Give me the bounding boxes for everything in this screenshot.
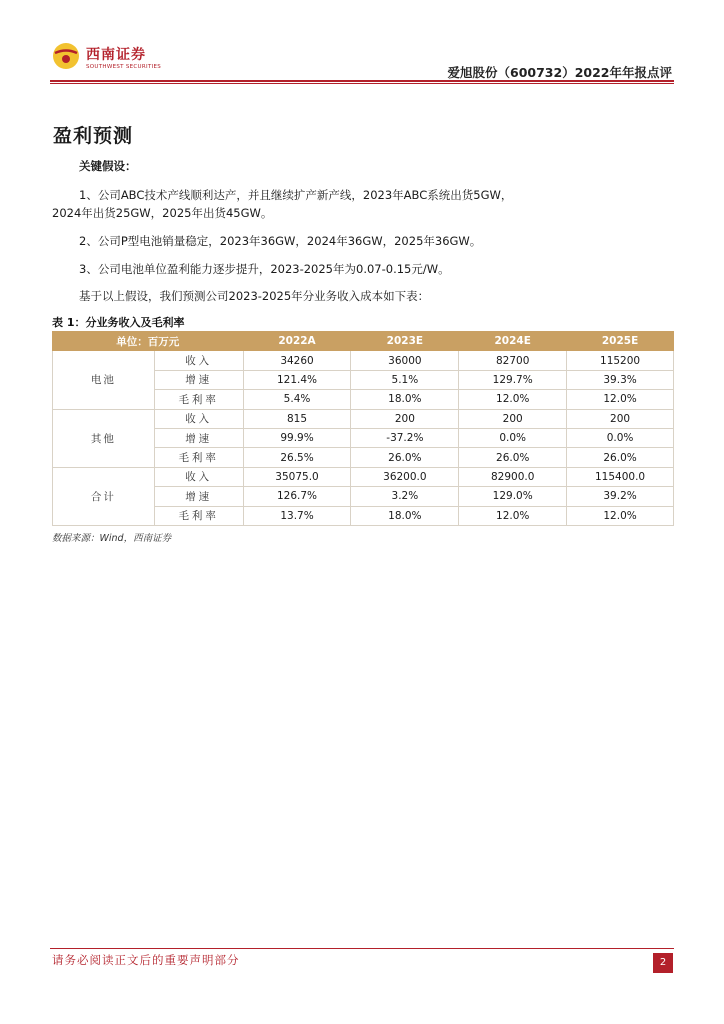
forecast-intro: 基于以上假设，我们预测公司2023-2025年分业务收入成本如下表： <box>79 289 430 303</box>
year-header: 2024E <box>459 332 567 351</box>
row-label: 毛利率 <box>154 390 243 409</box>
footer-divider <box>50 948 674 949</box>
cell: 0.0% <box>567 428 674 447</box>
assumption-1-line-1: 1、公司ABC技术产线顺利达产，并且继续扩产新产线，2023年ABC系统出货5GW， <box>79 188 513 202</box>
cell: 115200 <box>567 351 674 370</box>
cell: 3.2% <box>351 487 459 506</box>
cell: 121.4% <box>243 370 351 389</box>
report-title: 爱旭股份（600732）2022年年报点评 <box>447 65 672 80</box>
cell: 12.0% <box>459 506 567 525</box>
cell: 129.7% <box>459 370 567 389</box>
section-title: 盈利预测 <box>53 125 134 147</box>
group-label-total: 合计 <box>53 467 155 525</box>
cell: 12.0% <box>459 390 567 409</box>
table-row <box>53 467 674 486</box>
assumptions-label: 关键假设： <box>79 159 137 173</box>
cell: 5.4% <box>243 390 351 409</box>
cell: 5.1% <box>351 370 459 389</box>
cell: 39.3% <box>567 370 674 389</box>
assumption-2: 2、公司P型电池销量稳定，2023年36GW，2024年36GW，2025年36GW。 <box>79 234 482 248</box>
logo-icon <box>52 42 80 70</box>
cell: 12.0% <box>567 506 674 525</box>
cell: 35075.0 <box>243 467 351 486</box>
logo-name-en: SOUTHWEST SECURITIES <box>86 64 162 70</box>
cell: 26.5% <box>243 448 351 467</box>
forecast-table <box>52 331 674 526</box>
cell: -37.2% <box>351 428 459 447</box>
page-number: 2 <box>653 953 673 973</box>
cell: 12.0% <box>567 390 674 409</box>
page-header <box>0 0 724 82</box>
data-source: 数据来源：Wind，西南证券 <box>52 533 172 544</box>
disclaimer-note: 请务必阅读正文后的重要声明部分 <box>52 953 240 967</box>
cell: 129.0% <box>459 487 567 506</box>
cell: 18.0% <box>351 506 459 525</box>
cell: 26.0% <box>567 448 674 467</box>
table-row <box>53 351 674 370</box>
assumption-3: 3、公司电池单位盈利能力逐步提升，2023-2025年为0.07-0.15元/W。 <box>79 262 450 276</box>
year-header: 2025E <box>567 332 674 351</box>
header-divider-thin <box>50 83 674 84</box>
group-label-battery: 电池 <box>53 351 155 409</box>
cell: 126.7% <box>243 487 351 506</box>
cell: 200 <box>459 409 567 428</box>
cell: 39.2% <box>567 487 674 506</box>
table-header-row <box>53 332 674 351</box>
cell: 0.0% <box>459 428 567 447</box>
cell: 99.9% <box>243 428 351 447</box>
year-header: 2022A <box>243 332 351 351</box>
cell: 36200.0 <box>351 467 459 486</box>
header-divider <box>50 80 674 82</box>
row-label: 增速 <box>154 487 243 506</box>
cell: 18.0% <box>351 390 459 409</box>
cell: 82900.0 <box>459 467 567 486</box>
cell: 13.7% <box>243 506 351 525</box>
unit-header: 单位：百万元 <box>53 332 244 351</box>
row-label: 收入 <box>154 467 243 486</box>
cell: 82700 <box>459 351 567 370</box>
row-label: 毛利率 <box>154 448 243 467</box>
row-label: 收入 <box>154 351 243 370</box>
row-label: 增速 <box>154 370 243 389</box>
cell: 36000 <box>351 351 459 370</box>
row-label: 增速 <box>154 428 243 447</box>
row-label: 收入 <box>154 409 243 428</box>
cell: 26.0% <box>351 448 459 467</box>
row-label: 毛利率 <box>154 506 243 525</box>
cell: 115400.0 <box>567 467 674 486</box>
logo-name-cn: 西南证券 <box>86 47 146 63</box>
cell: 26.0% <box>459 448 567 467</box>
group-label-other: 其他 <box>53 409 155 467</box>
cell: 34260 <box>243 351 351 370</box>
assumption-1-line-2: 2024年出货25GW，2025年出货45GW。 <box>52 206 273 220</box>
cell: 815 <box>243 409 351 428</box>
table-row <box>53 409 674 428</box>
table-caption: 表 1：分业务收入及毛利率 <box>52 316 185 329</box>
cell: 200 <box>567 409 674 428</box>
cell: 200 <box>351 409 459 428</box>
year-header: 2023E <box>351 332 459 351</box>
